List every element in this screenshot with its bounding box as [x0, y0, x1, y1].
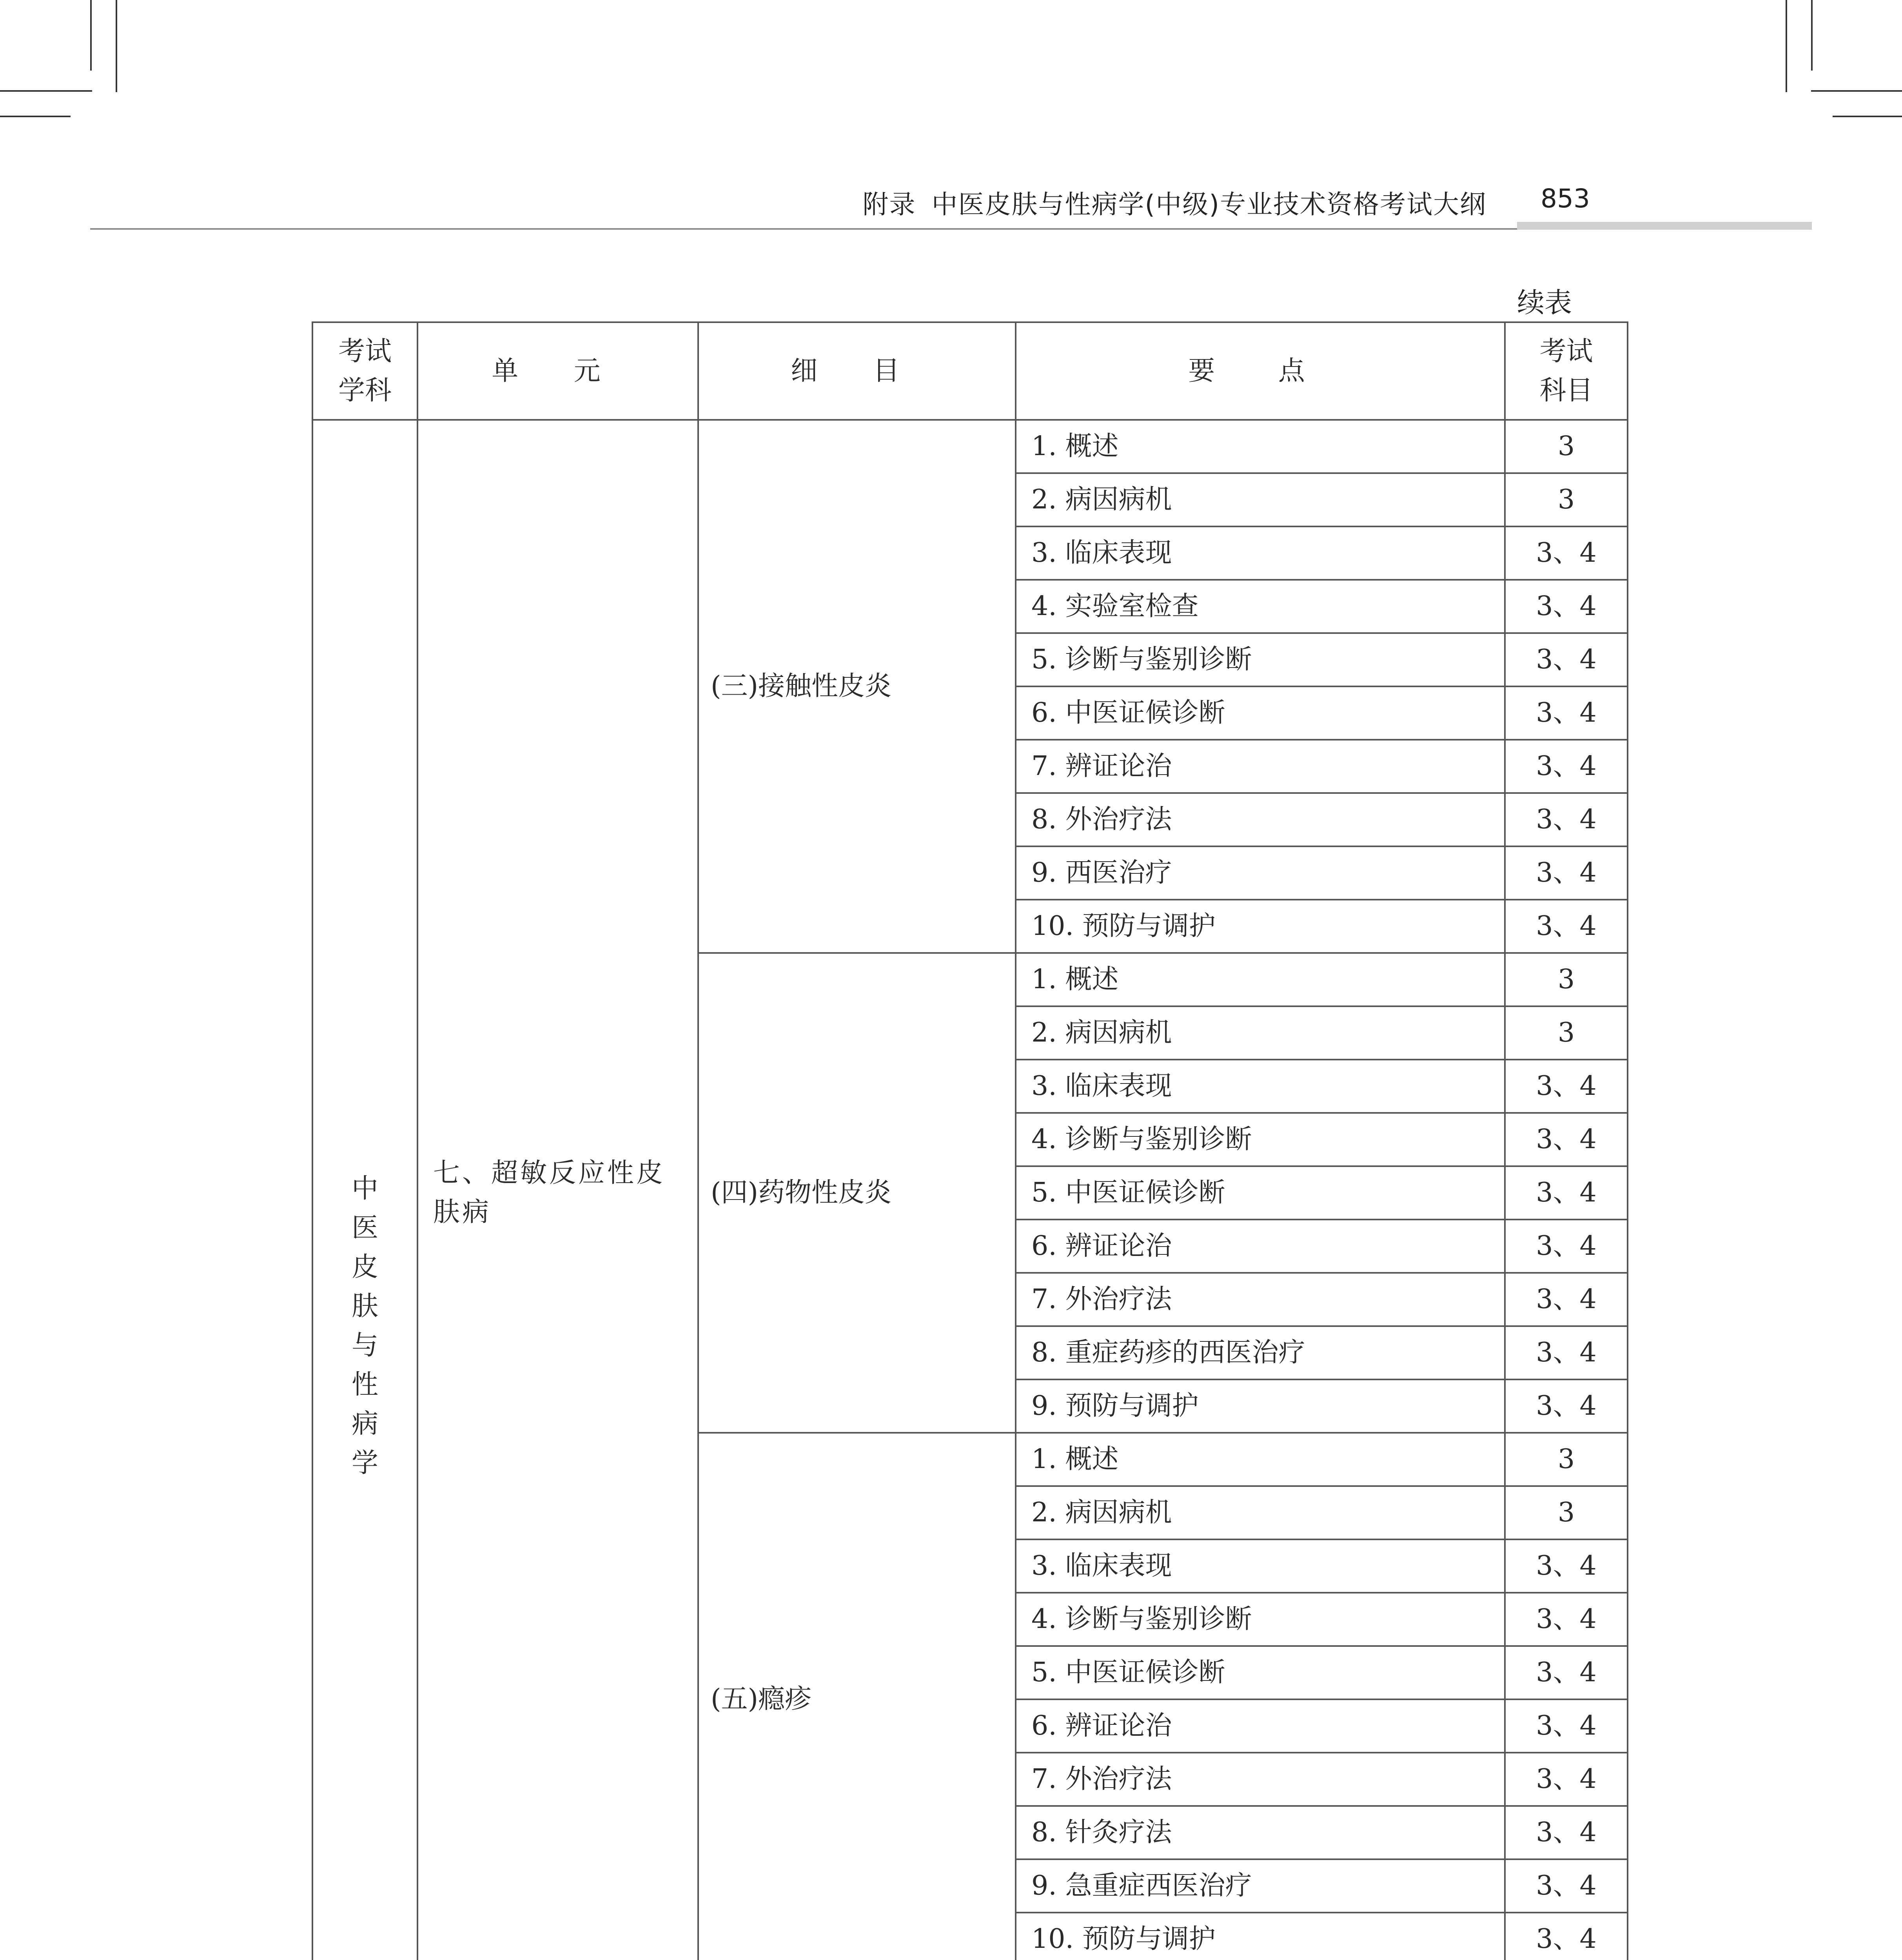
point-cell: 6. 辨证论治: [1016, 1220, 1505, 1273]
subject-char: 性: [351, 1369, 378, 1400]
crop-mark-top-right-h2: [1833, 116, 1902, 117]
running-header: [863, 183, 1487, 221]
point-cell: 4. 诊断与鉴别诊断: [1016, 1113, 1505, 1166]
point-cell: 10. 预防与调护: [1016, 1913, 1505, 1960]
exam-cell: 3: [1505, 1433, 1628, 1486]
continued-label: 续表: [1517, 287, 1572, 319]
header-unit: [417, 322, 698, 420]
point-cell: 6. 辨证论治: [1016, 1699, 1505, 1753]
exam-cell: 3、4: [1505, 1539, 1628, 1593]
point-cell: 9. 西医治疗: [1016, 846, 1505, 900]
exam-cell: 3、4: [1505, 1806, 1628, 1859]
point-cell: 7. 外治疗法: [1016, 1753, 1505, 1806]
crop-mark-top-right-v: [1786, 0, 1787, 92]
detail-cell: (四)药物性皮炎: [698, 953, 1016, 1433]
header-appendix: 附录: [862, 189, 916, 220]
point-cell: 3. 临床表现: [1016, 1539, 1505, 1593]
subject-char: 学: [351, 1448, 378, 1479]
exam-cell: 3、4: [1505, 1113, 1628, 1166]
header-title: 中医皮肤与性病学(中级)专业技术资格考试大纲: [931, 189, 1486, 220]
point-cell: 7. 辨证论治: [1016, 740, 1505, 793]
point-cell: 2. 病因病机: [1016, 1006, 1505, 1060]
subject-cell: [312, 420, 417, 1960]
crop-mark-top-left-h: [0, 90, 92, 92]
exam-cell: 3: [1505, 953, 1628, 1006]
point-cell: 2. 病因病机: [1016, 1486, 1505, 1539]
detail-cell: (五)瘾疹: [698, 1433, 1016, 1960]
point-cell: 1. 概述: [1016, 1433, 1505, 1486]
header-exam-line1: 考试: [1539, 336, 1593, 367]
exam-cell: 3、4: [1505, 740, 1628, 793]
crop-mark-top-left-v: [90, 0, 92, 71]
header-point-label: 要 点: [1188, 355, 1332, 387]
exam-cell: 3、4: [1505, 1646, 1628, 1699]
exam-cell: 3、4: [1505, 1166, 1628, 1220]
point-cell: 1. 概述: [1016, 420, 1505, 473]
header-detail-label: 细 目: [791, 355, 923, 387]
subject-char: 病: [351, 1408, 378, 1439]
header-point: [1016, 322, 1505, 420]
exam-cell: 3: [1505, 473, 1628, 526]
exam-outline-table: [312, 321, 1628, 1960]
table-body: [312, 420, 1628, 1960]
table-row: [312, 420, 1628, 473]
crop-mark-top-left-h2: [0, 116, 71, 117]
exam-cell: 3: [1505, 1486, 1628, 1539]
exam-cell: 3、4: [1505, 1379, 1628, 1433]
crop-mark-top-right-h: [1811, 90, 1902, 92]
exam-cell: 3、4: [1505, 686, 1628, 740]
point-cell: 6. 中医证候诊断: [1016, 686, 1505, 740]
point-cell: 4. 实验室检查: [1016, 580, 1505, 633]
exam-cell: 3、4: [1505, 580, 1628, 633]
point-cell: 8. 外治疗法: [1016, 793, 1505, 846]
exam-cell: 3、4: [1505, 1220, 1628, 1273]
crop-mark-top-left-v2: [116, 0, 117, 92]
exam-cell: 3、4: [1505, 900, 1628, 953]
header-accent-bar: [1517, 222, 1812, 230]
header-exam: [1505, 322, 1628, 420]
subject-char: 肤: [351, 1291, 378, 1322]
point-cell: 3. 临床表现: [1016, 1060, 1505, 1113]
table-header-row: [312, 322, 1628, 420]
point-cell: 8. 重症药疹的西医治疗: [1016, 1326, 1505, 1379]
point-cell: 5. 诊断与鉴别诊断: [1016, 633, 1505, 686]
point-cell: 8. 针灸疗法: [1016, 1806, 1505, 1859]
point-cell: 7. 外治疗法: [1016, 1273, 1505, 1326]
exam-cell: 3、4: [1505, 1593, 1628, 1646]
exam-cell: 3、4: [1505, 1913, 1628, 1960]
point-cell: 1. 概述: [1016, 953, 1505, 1006]
exam-cell: 3、4: [1505, 1753, 1628, 1806]
subject-char: 皮: [351, 1252, 378, 1283]
subject-char: 与: [351, 1330, 378, 1361]
unit-cell: 七、超敏反应性皮肤病: [417, 420, 698, 1960]
point-cell: 10. 预防与调护: [1016, 900, 1505, 953]
exam-cell: 3、4: [1505, 793, 1628, 846]
header-subject-line2: 学科: [338, 375, 392, 406]
exam-cell: 3、4: [1505, 1326, 1628, 1379]
page-number: 853: [1541, 183, 1590, 214]
exam-cell: 3、4: [1505, 526, 1628, 580]
exam-cell: 3、4: [1505, 633, 1628, 686]
subject-char: 医: [351, 1212, 378, 1243]
header-subject-line1: 考试: [338, 336, 392, 367]
exam-cell: 3、4: [1505, 1699, 1628, 1753]
point-cell: 2. 病因病机: [1016, 473, 1505, 526]
crop-mark-top-right-v2: [1811, 0, 1813, 71]
point-cell: 9. 急重症西医治疗: [1016, 1859, 1505, 1913]
subject-char: 中: [351, 1173, 378, 1204]
exam-cell: 3: [1505, 1006, 1628, 1060]
exam-cell: 3、4: [1505, 1060, 1628, 1113]
point-cell: 4. 诊断与鉴别诊断: [1016, 1593, 1505, 1646]
exam-cell: 3、4: [1505, 1273, 1628, 1326]
point-cell: 9. 预防与调护: [1016, 1379, 1505, 1433]
header-exam-line2: 科目: [1539, 375, 1593, 406]
point-cell: 5. 中医证候诊断: [1016, 1646, 1505, 1699]
detail-cell: (三)接触性皮炎: [698, 420, 1016, 953]
point-cell: 5. 中医证候诊断: [1016, 1166, 1505, 1220]
exam-cell: 3、4: [1505, 1859, 1628, 1913]
exam-cell: 3、4: [1505, 846, 1628, 900]
header-unit-label: 单 元: [492, 355, 624, 387]
point-cell: 3. 临床表现: [1016, 526, 1505, 580]
header-detail: [698, 322, 1016, 420]
header-subject: [312, 322, 417, 420]
exam-cell: 3: [1505, 420, 1628, 473]
